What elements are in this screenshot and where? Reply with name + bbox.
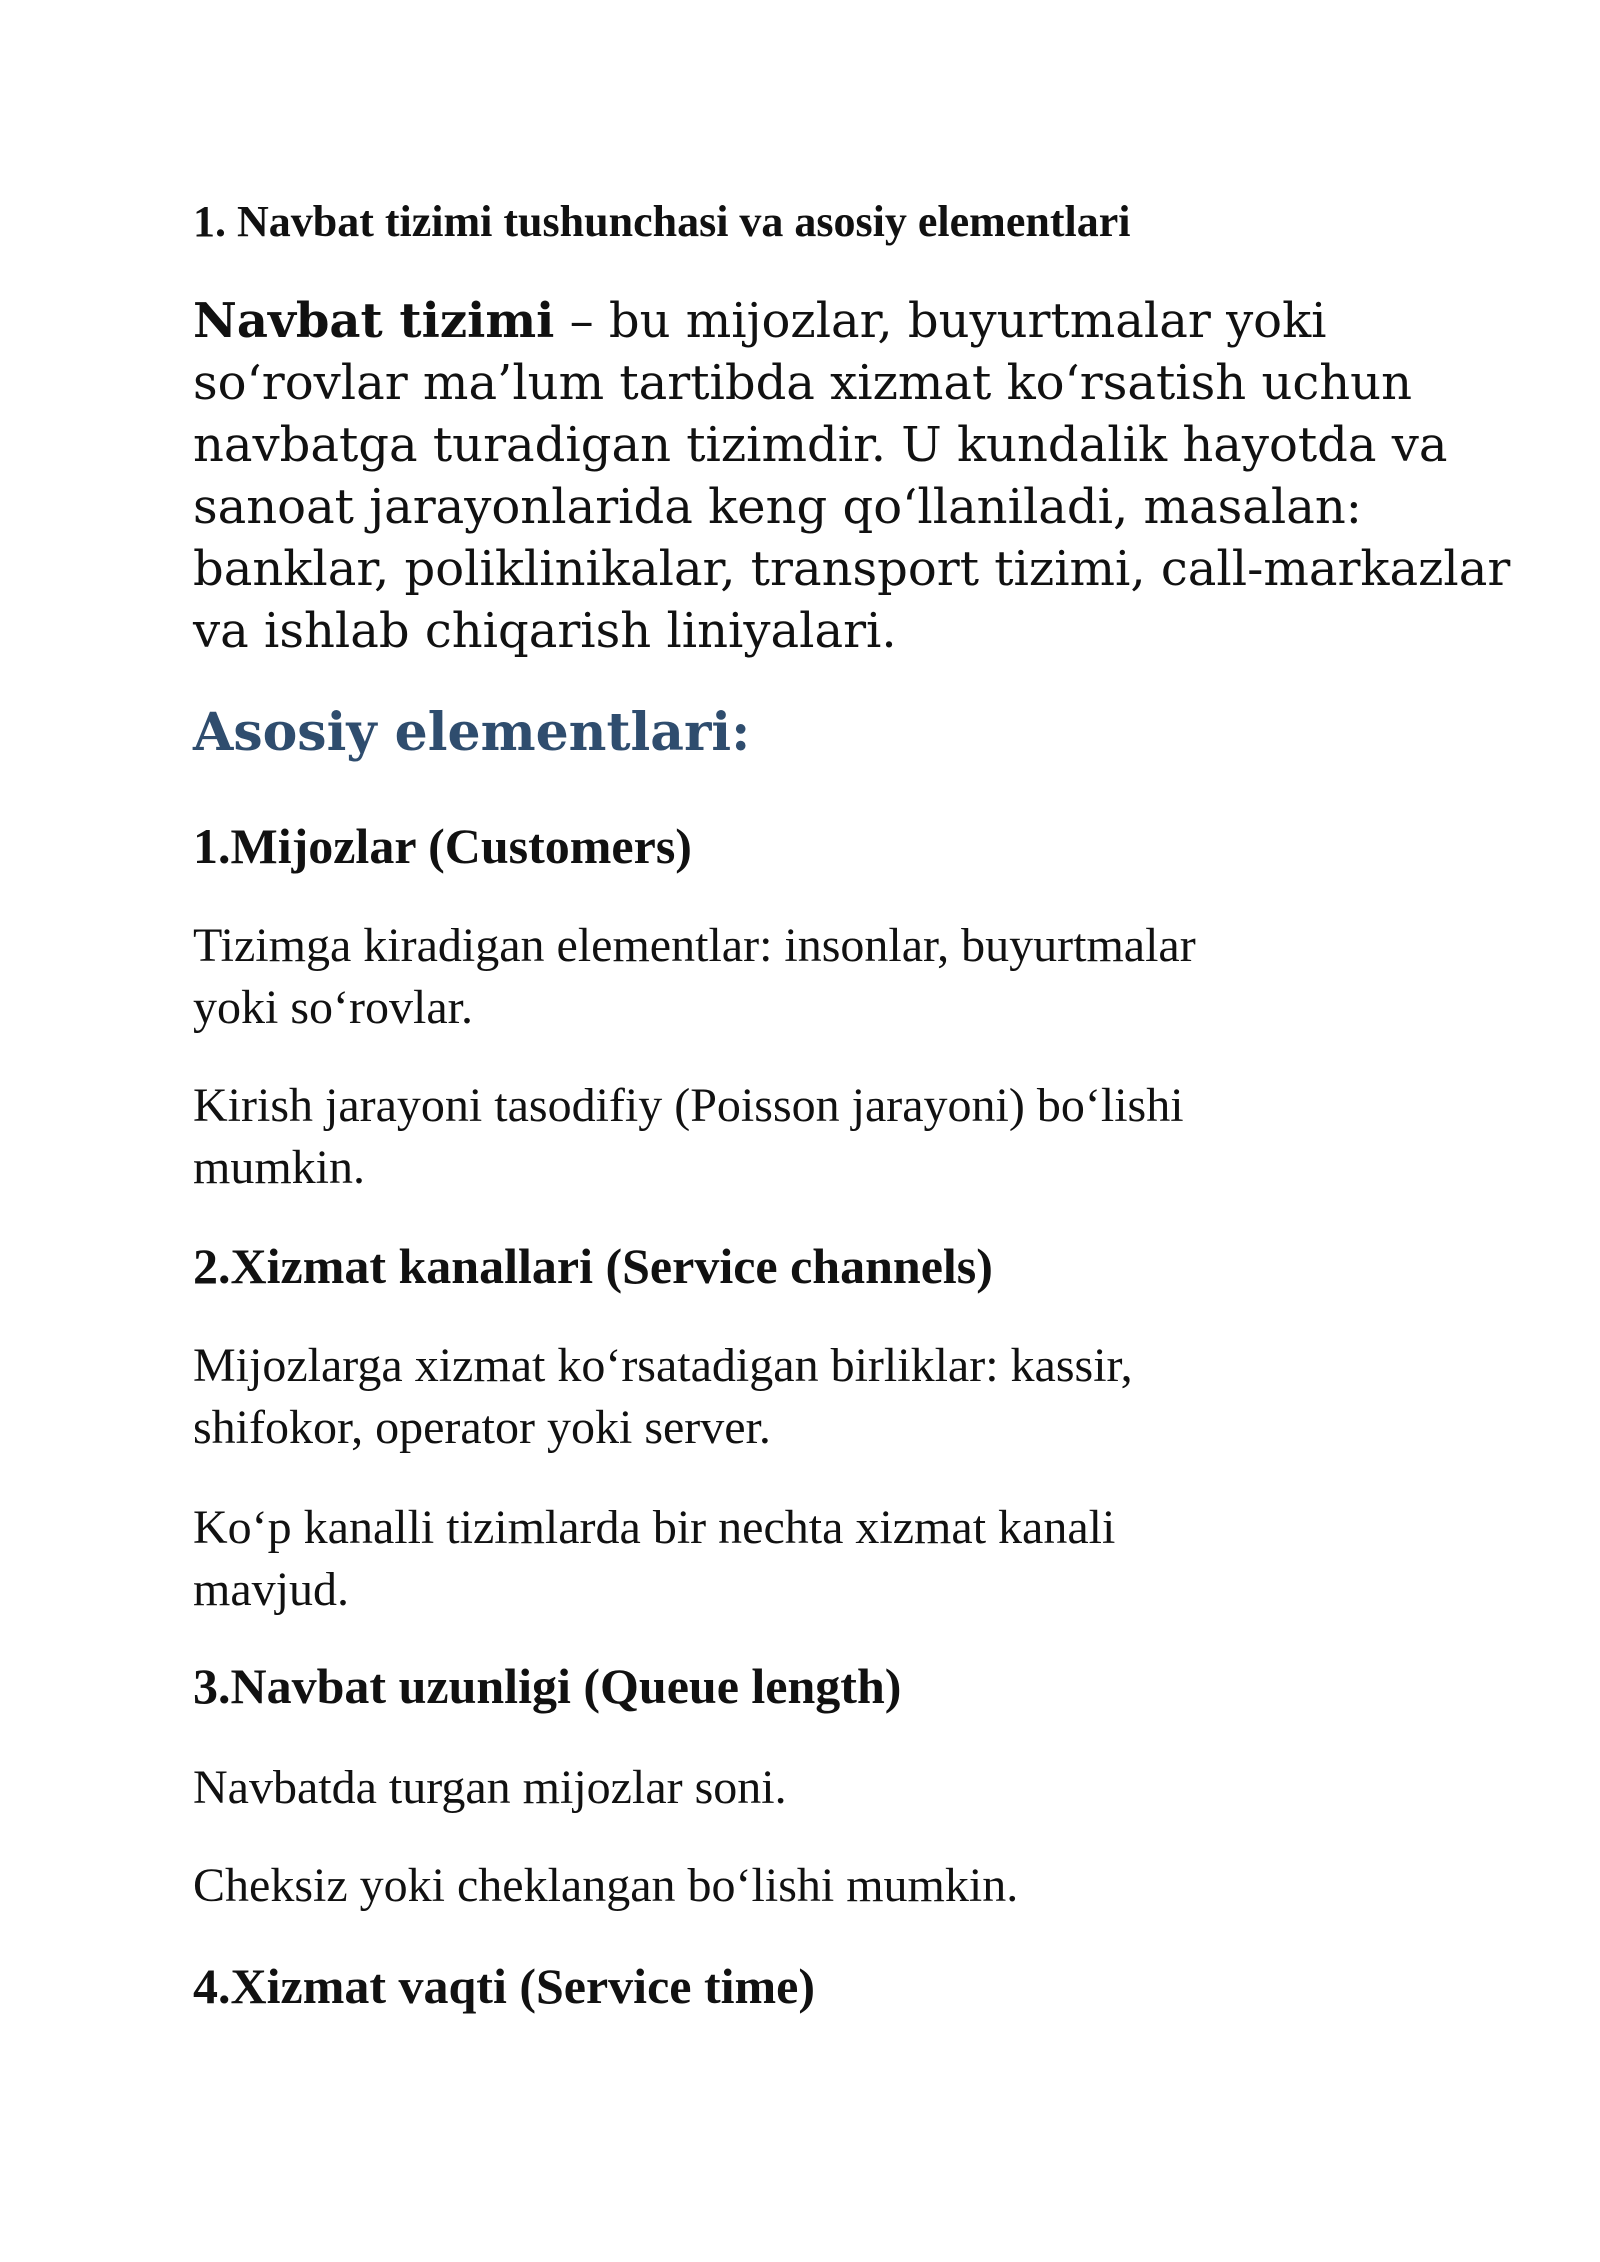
section-paragraph xyxy=(193,1335,1453,1459)
section-heading-customers: 1.Mijozlar (Customers) xyxy=(193,818,692,874)
paragraph-line: mumkin. xyxy=(193,1141,366,1194)
paragraph-line: Mijozlarga xizmat ko‘rsatadigan birliklar: kassir, xyxy=(193,1339,1133,1392)
intro-term: Navbat tizimi xyxy=(193,293,555,349)
intro-line: so‘rovlar ma’lum tartibda xizmat ko‘rsatish uchun xyxy=(193,355,1412,411)
paragraph-line: Navbatda turgan mijozlar soni. xyxy=(193,1761,787,1814)
paragraph-line: shifokor, operator yoki server. xyxy=(193,1401,771,1454)
section-paragraph xyxy=(193,1497,1453,1621)
intro-line: navbatga turadigan tizimdir. U kundalik hayotda va xyxy=(193,417,1448,473)
paragraph-line: mavjud. xyxy=(193,1563,349,1616)
paragraph-line: yoki so‘rovlar. xyxy=(193,981,473,1034)
section-paragraph xyxy=(193,1855,1453,1917)
intro-line: banklar, poliklinikalar, transport tizimi, call-markazlar xyxy=(193,541,1511,597)
paragraph-line: Tizimga kiradigan elementlar: insonlar, buyurtmalar xyxy=(193,919,1196,972)
section-subheading: Asosiy elementlari: xyxy=(193,702,751,763)
paragraph-line: Kirish jarayoni tasodifiy (Poisson jarayoni) bo‘lishi xyxy=(193,1079,1184,1132)
section-heading-service-time: 4.Xizmat vaqti (Service time) xyxy=(193,1958,815,2014)
intro-line xyxy=(193,290,1453,352)
document-title: 1. Navbat tizimi tushunchasi va asosiy elementlari xyxy=(193,197,1131,246)
paragraph-line: Cheksiz yoki cheklangan bo‘lishi mumkin. xyxy=(193,1859,1019,1912)
intro-line-text: – bu mijozlar, buyurtmalar yoki xyxy=(554,293,1327,349)
intro-paragraph xyxy=(193,290,1511,662)
intro-line: sanoat jarayonlarida keng qo‘llaniladi, masalan: xyxy=(193,479,1362,535)
section-heading-service-channels: 2.Xizmat kanallari (Service channels) xyxy=(193,1238,993,1294)
section-paragraph xyxy=(193,1075,1453,1199)
section-paragraph xyxy=(193,1757,1453,1819)
section-paragraph xyxy=(193,915,1453,1039)
section-heading-queue-length: 3.Navbat uzunligi (Queue length) xyxy=(193,1658,902,1714)
paragraph-line: Ko‘p kanalli tizimlarda bir nechta xizmat kanali xyxy=(193,1501,1116,1554)
intro-line: va ishlab chiqarish liniyalari. xyxy=(193,603,897,659)
